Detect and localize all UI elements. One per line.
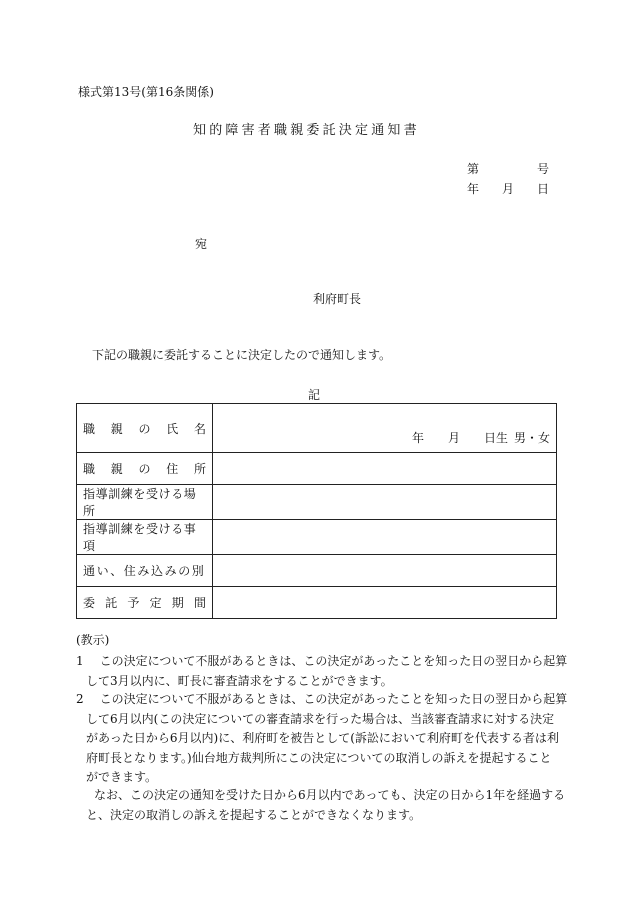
item-number: 2 (76, 692, 84, 706)
table-row (77, 485, 557, 520)
reference-number-prefix: 第 (467, 162, 480, 176)
table-row (77, 520, 557, 555)
notice-note (76, 786, 566, 825)
table-row (77, 453, 557, 485)
value-shokuoya-address[interactable] (213, 453, 557, 485)
notice-item-2 (76, 690, 568, 788)
label-char: 予 (127, 596, 140, 610)
notice-item-1-line: して3月以内に、町長に審査請求をすることができます。 (86, 673, 393, 688)
label-char: 氏 (166, 421, 179, 436)
issue-date (467, 183, 549, 195)
notice-item-2-line: があった日から6月以内)に、利府町を被告として(訴訟において利府町を代表する者は利 (86, 731, 559, 745)
label-char: 委 (83, 596, 96, 610)
label-char: 間 (193, 596, 206, 610)
label-consignment-period (77, 587, 213, 619)
value-shokuoya-name[interactable] (213, 404, 557, 453)
notice-item-2-line: 府町長となります。)仙台地方裁判所にこの決定についての取消しの訴えを提起すること (86, 750, 552, 765)
value-training-place[interactable] (213, 485, 557, 520)
notice-item-1 (76, 652, 568, 691)
label-shokuoya-name (77, 404, 213, 453)
date-day: 日 (536, 182, 549, 196)
intro-text: 下記の職親に委託することに決定したので通知します。 (92, 348, 392, 362)
gender: 男・女 (513, 431, 550, 445)
label-char: 定 (149, 596, 162, 610)
date-year: 年 (467, 182, 480, 196)
ki-heading: 記 (308, 388, 321, 402)
notice-item-2-line: して6月以内(この決定についての審査請求を行った場合は、当該審査請求に対する決定 (86, 711, 555, 726)
notice-note-line: と、決定の取消しの訴えを提起することができなくなります。 (86, 807, 422, 822)
notice-item-1-line: 1 この決定について不服があるときは、この決定があったことを知った日の翌日から起算 (76, 654, 568, 668)
value-commute-or-live-in[interactable] (213, 555, 557, 587)
label-training-place: 指導訓練を受ける場所 (77, 485, 213, 520)
label-char: 託 (105, 596, 118, 610)
birth-month: 月 (447, 431, 460, 445)
table-row (77, 555, 557, 587)
label-char: 期 (171, 596, 184, 610)
label-char: 親 (110, 421, 123, 436)
issuer: 利府町長 (313, 292, 362, 306)
birth-day: 日生 (483, 431, 508, 445)
notice-note-line: なお、この決定の通知を受けた日から6月以内であっても、決定の日から1年を経過する (94, 788, 566, 802)
document-title: 知的障害者職親委託決定通知書 (193, 123, 420, 138)
label-char: の (138, 421, 151, 436)
label-char: 職 (83, 421, 96, 436)
value-training-items[interactable] (213, 520, 557, 555)
item-number: 1 (76, 654, 84, 668)
reference-number-suffix: 号 (536, 162, 549, 176)
label-shokuoya-address (77, 453, 213, 485)
reference-number (467, 163, 549, 175)
value-consignment-period[interactable] (213, 587, 557, 619)
label-training-items: 指導訓練を受ける事項 (77, 520, 213, 555)
label-char: 所 (193, 462, 206, 476)
label-char: の (138, 462, 151, 476)
table-row (77, 404, 557, 453)
birth-date-gender (412, 429, 550, 446)
notice-item-2-line: 2 この決定について不服があるときは、この決定があったことを知った日の翌日から起算 (76, 692, 568, 706)
notice-item-2-line: ができます。 (86, 770, 158, 784)
birth-year: 年 (411, 431, 424, 445)
label-char: 親 (110, 462, 123, 476)
label-char: 住 (166, 462, 179, 476)
form-number: 様式第13号(第16条関係) (78, 85, 214, 99)
details-table (76, 403, 557, 619)
label-commute-or-live-in: 通い、住み込みの別 (77, 555, 213, 587)
date-month: 月 (501, 182, 514, 196)
notice-heading: (教示) (76, 633, 110, 647)
label-char: 職 (83, 462, 96, 476)
addressee: 宛 (195, 237, 208, 251)
table-row (77, 587, 557, 619)
label-char: 名 (193, 421, 206, 436)
